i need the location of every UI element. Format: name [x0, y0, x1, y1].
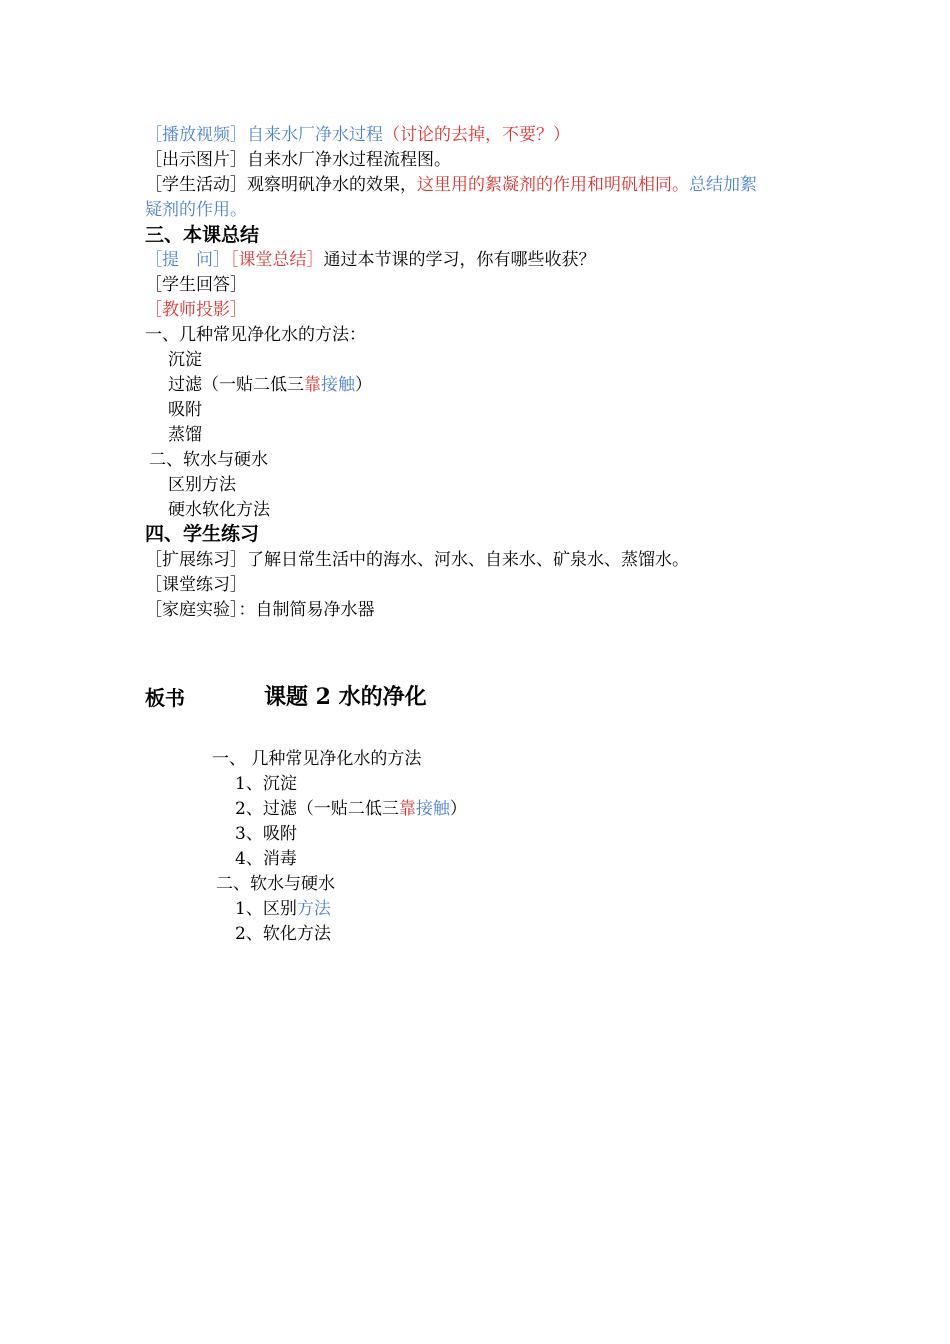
method-adsorption: 吸附	[168, 400, 202, 420]
board-label: 板书	[145, 686, 185, 710]
methods-heading: 一、几种常见净化水的方法：	[145, 325, 366, 345]
board-title: 课题 2 水的净化	[264, 684, 427, 710]
board-softening: 2、软化方法	[235, 924, 331, 944]
activity-line	[145, 173, 757, 198]
filtration-red-char: 靠	[304, 375, 321, 395]
picture-line: ［出示图片］自来水厂净水过程流程图。	[145, 150, 451, 170]
board-distinguish	[235, 897, 331, 922]
method-filtration	[168, 373, 372, 398]
video-comment: （讨论的去掉，不要？）	[383, 125, 570, 145]
board-filtration	[235, 797, 467, 822]
summary-label: ［课堂总结］	[230, 250, 324, 270]
teacher-projection-line: ［教师投影］	[145, 300, 247, 320]
board-filtration-text: 2、过滤（一贴二低三	[235, 799, 399, 819]
filtration-blue-text: 接触	[321, 375, 355, 395]
board-filtration-red-char: 靠	[398, 799, 416, 819]
board-distinguish-text: 1、区别	[235, 899, 297, 919]
summary-question: 通过本节课的学习，你有哪些收获？	[323, 250, 596, 270]
soft-hard-water-heading: 二、软水与硬水	[149, 450, 268, 470]
method-distillation: 蒸馏	[168, 425, 202, 445]
board-soft-hard-heading: 二、软水与硬水	[216, 874, 335, 894]
board-sedimentation: 1、沉淀	[235, 774, 297, 794]
activity-blue-text: 总结加絮	[689, 175, 757, 195]
question-label: ［提 问］	[145, 250, 230, 270]
distinguish-method: 区别方法	[168, 475, 236, 495]
student-answer-line: ［学生回答］	[145, 275, 247, 295]
board-filtration-blue-text: 接触	[415, 799, 450, 819]
activity-red-text: 这里用的絮凝剂的作用和明矾相同。	[417, 175, 689, 195]
activity-continuation: 疑剂的作用。	[145, 200, 247, 220]
board-distinguish-blue-text: 方法	[296, 899, 331, 919]
extended-practice-line: ［扩展练习］了解日常生活中的海水、河水、自来水、矿泉水、蒸馏水。	[145, 550, 689, 570]
section-heading-practice: 四、学生练习	[145, 523, 260, 545]
question-line	[145, 248, 596, 273]
method-sedimentation: 沉淀	[168, 350, 202, 370]
section-heading-summary: 三、本课总结	[145, 224, 260, 246]
softening-method: 硬水软化方法	[168, 500, 270, 520]
home-experiment-line: ［家庭实验］：自制简易净水器	[145, 600, 375, 620]
filtration-text: 过滤（一贴二低三	[168, 375, 304, 395]
board-filtration-close-paren: ）	[449, 799, 467, 819]
board-adsorption: 3、吸附	[235, 824, 297, 844]
activity-label: ［学生活动］观察明矾净水的效果，	[145, 175, 417, 195]
video-line	[145, 123, 570, 148]
board-disinfection: 4、消毒	[235, 849, 297, 869]
filtration-close-paren: ）	[355, 375, 372, 395]
class-practice-line: ［课堂练习］	[145, 575, 247, 595]
video-label: ［播放视频］自来水厂净水过程	[145, 125, 383, 145]
board-methods-heading: 一、 几种常见净化水的方法	[212, 749, 422, 769]
